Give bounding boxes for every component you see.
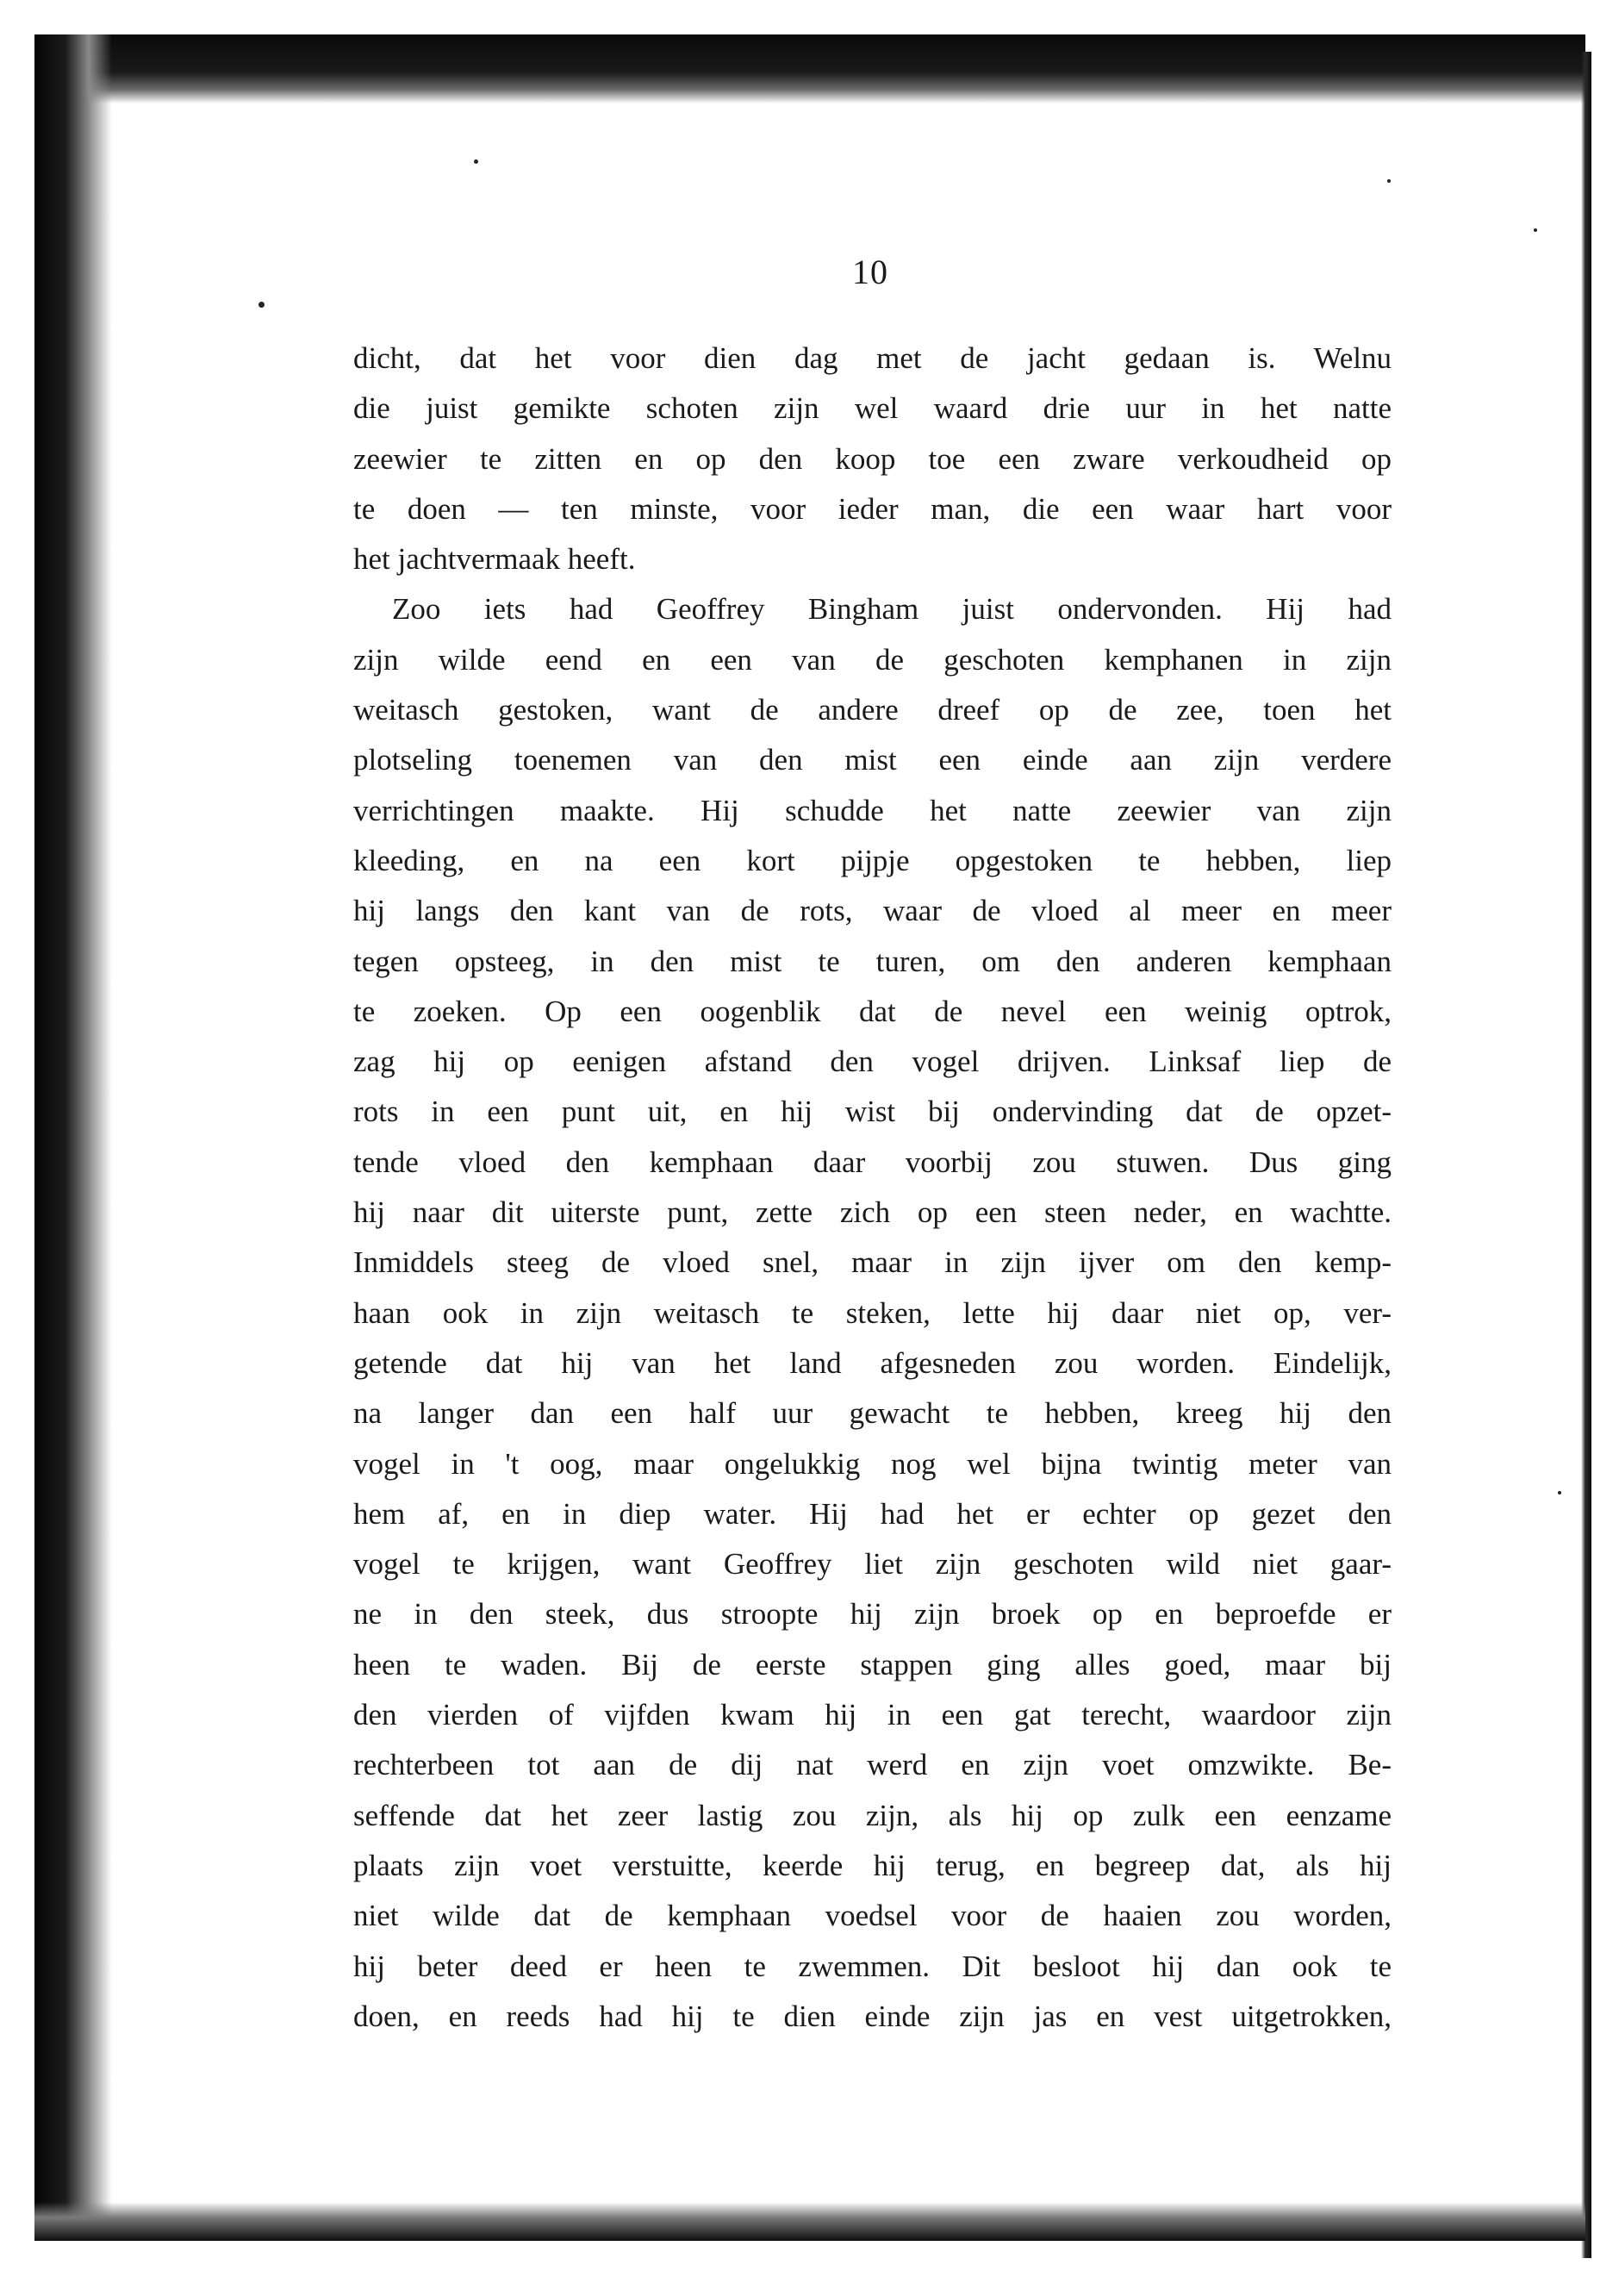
text-line: na langer dan een half uur gewacht te hebben, kreeg hij den: [353, 1396, 1392, 1431]
text-line: weitasch gestoken, want de andere dreef op de zee, toen het: [353, 693, 1392, 727]
text-line: dicht, dat het voor dien dag met de jacht gedaan is. Welnu: [353, 341, 1392, 375]
scan-speck: [1534, 228, 1537, 232]
text-line: haan ook in zijn weitasch te steken, lette hij daar niet op, ver-: [353, 1295, 1392, 1330]
text-line: kleeding, en na een kort pijpje opgestoken te hebben, liep: [353, 843, 1392, 877]
text-line: Inmiddels steeg de vloed snel, maar in zijn ijver om den kemp-: [353, 1245, 1392, 1280]
text-line: te doen — ten minste, voor ieder man, die een waar hart voor: [353, 491, 1392, 526]
text-line: tende vloed den kemphaan daar voorbij zou stuwen. Dus ging: [353, 1145, 1392, 1179]
text-line: zag hij op eenigen afstand den vogel drijven. Linksaf liep de: [353, 1045, 1392, 1079]
text-line: niet wilde dat de kemphaan voedsel voor de haaien zou worden,: [353, 1899, 1392, 1933]
text-line: tegen opsteeg, in den mist te turen, om den anderen kemphaan: [353, 944, 1392, 978]
text-line: ne in den steek, dus stroopte hij zijn broek op en beproefde er: [353, 1597, 1392, 1632]
text-line: plaats zijn voet verstuitte, keerde hij terug, en begreep dat, als hij: [353, 1848, 1392, 1882]
text-line: verrichtingen maakte. Hij schudde het natte zeewier van zijn: [353, 793, 1392, 827]
scan-border-right: [1581, 52, 1591, 2258]
text-line: seffende dat het zeer lastig zou zijn, als hij op zulk een eenzame: [353, 1798, 1392, 1832]
text-line: vogel in 't oog, maar ongelukkig nog wel bijna twintig meter van: [353, 1446, 1392, 1481]
scan-border-left: [34, 34, 112, 2232]
scan-border-bottom: [34, 2202, 1585, 2241]
text-line: te zoeken. Op een oogenblik dat de nevel een weinig optrok,: [353, 994, 1392, 1028]
scan-speck: [1558, 1491, 1561, 1494]
text-line: hem af, en in diep water. Hij had het er echter op gezet den: [353, 1496, 1392, 1531]
text-line: Zoo iets had Geoffrey Bingham juist ondervonden. Hij had: [392, 592, 1392, 627]
scan-border-top: [34, 34, 1585, 103]
text-line: rechterbeen tot aan de dij nat werd en zijn voet omzwikte. Be-: [353, 1748, 1392, 1782]
text-line: den vierden of vijfden kwam hij in een gat terecht, waardoor zijn: [353, 1698, 1392, 1732]
scan-speck: [474, 159, 478, 164]
scan-speck: [1387, 179, 1391, 183]
text-line: zijn wilde eend en een van de geschoten kemphanen in zijn: [353, 642, 1392, 677]
text-line: vogel te krijgen, want Geoffrey liet zijn geschoten wild niet gaar-: [353, 1547, 1392, 1582]
text-line: het jachtvermaak heeft.: [353, 542, 636, 577]
text-line: hij langs den kant van de rots, waar de vloed al meer en meer: [353, 894, 1392, 928]
scan-speck: [258, 302, 265, 308]
text-line: heen te waden. Bij de eerste stappen ging alles goed, maar bij: [353, 1647, 1392, 1681]
text-line: rots in een punt uit, en hij wist bij ondervinding dat de opzet-: [353, 1095, 1392, 1129]
body-text: [353, 334, 1392, 2042]
text-line: hij beter deed er heen te zwemmen. Dit besloot hij dan ook te: [353, 1949, 1392, 1983]
text-line: zeewier te zitten en op den koop toe een zware verkoudheid op: [353, 441, 1392, 476]
text-line: hij naar dit uiterste punt, zette zich op een steen neder, en wachtte.: [353, 1195, 1392, 1230]
text-line: getende dat hij van het land afgesneden zou worden. Eindelijk,: [353, 1345, 1392, 1380]
text-line: doen, en reeds had hij te dien einde zijn jas en vest uitgetrokken,: [353, 1999, 1392, 2033]
text-line: die juist gemikte schoten zijn wel waard drie uur in het natte: [353, 391, 1392, 426]
page-number: 10: [852, 253, 888, 291]
text-line: plotseling toenemen van den mist een einde aan zijn verdere: [353, 743, 1392, 777]
